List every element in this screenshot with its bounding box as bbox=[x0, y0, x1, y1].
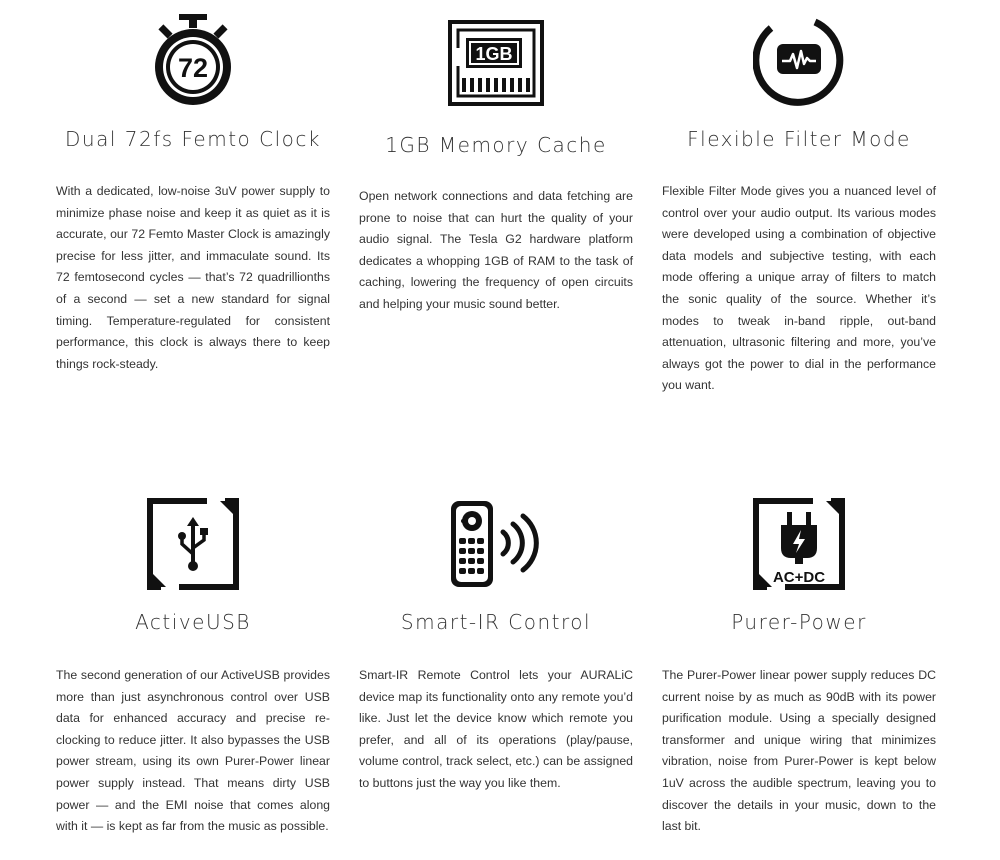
feature-title: Smart-IR Control bbox=[400, 610, 592, 634]
feature-description: Smart-IR Remote Control lets your AURALiC device map its functionality onto any remote you’d like. Just let the device know which remote you prefer, and all of its operations (play/pause, volume control, track select, etc.) can be assigned to buttons just the way you like them. bbox=[359, 668, 633, 790]
stopwatch-icon bbox=[153, 14, 233, 106]
usb-icon bbox=[147, 498, 239, 590]
power-plug-icon bbox=[753, 498, 845, 590]
feature-description: Open network connections and data fetching are prone to noise that can hurt the quality of your audio signal. The Tesla G2 hardware platform dedicates a whopping 1GB of RAM to the task of caching, lowering the frequency of open circuits and helping your music sound better. bbox=[359, 189, 633, 311]
filter-waveform-icon bbox=[753, 14, 845, 106]
feature-title: Dual 72fs Femto Clock bbox=[65, 127, 321, 151]
remote-control-icon bbox=[448, 498, 540, 590]
memory-card-icon bbox=[448, 20, 544, 106]
feature-title: ActiveUSB bbox=[135, 610, 251, 634]
svg-text:1GB: 1GB bbox=[475, 44, 513, 64]
feature-description: Flexible Filter Mode gives you a nuanced level of control over your audio output. Its various modes were developed using a combination of objective data models and subjective testing, with each mode offering a unique array of filters to match the sonic quality of the source. Whether it’s modes to tweak in-band ripple, out-band attenuation, ultrasonic filtering and more, you’ve always got the power to dial in the performance you want. bbox=[662, 184, 936, 393]
feature-description: The Purer-Power linear power supply reduces DC current noise by as much as 90dB with its power purification module. Using a specially designed transformer and unique wiring that minimizes vibration, noise from Purer-Power is kept below 1uV across the audible spectrum, leaving you to discover the details in your music, down to the last bit. bbox=[662, 668, 936, 834]
svg-text:AC+DC: AC+DC bbox=[772, 569, 826, 586]
feature-description: With a dedicated, low-noise 3uV power supply to minimize phase noise and keep it as quiet as it is accurate, our 72 Femto Master Clock is amazingly precise for less jitter, and immaculate sound. Its 72 femtosecond cycles — that’s 72 quadrillionths of a second — set a new standard for signal timing. Temperature-regulated for consistent performance, this clock is always there to keep things rock-steady. bbox=[56, 184, 330, 371]
feature-title: Flexible Filter Mode bbox=[687, 127, 911, 151]
svg-text:72: 72 bbox=[177, 53, 209, 83]
feature-title: 1GB Memory Cache bbox=[385, 133, 607, 157]
feature-title: Purer-Power bbox=[731, 610, 867, 634]
feature-description: The second generation of our ActiveUSB provides more than just asynchronous control over USB data for enhanced accuracy and precise re-clocking to reduce jitter. It also bypasses the USB power stream, using its own Purer-Power linear power supply instead. That means dirty USB power — and the EMI noise that comes along with it — is kept as far from the music as possible. bbox=[56, 668, 330, 834]
